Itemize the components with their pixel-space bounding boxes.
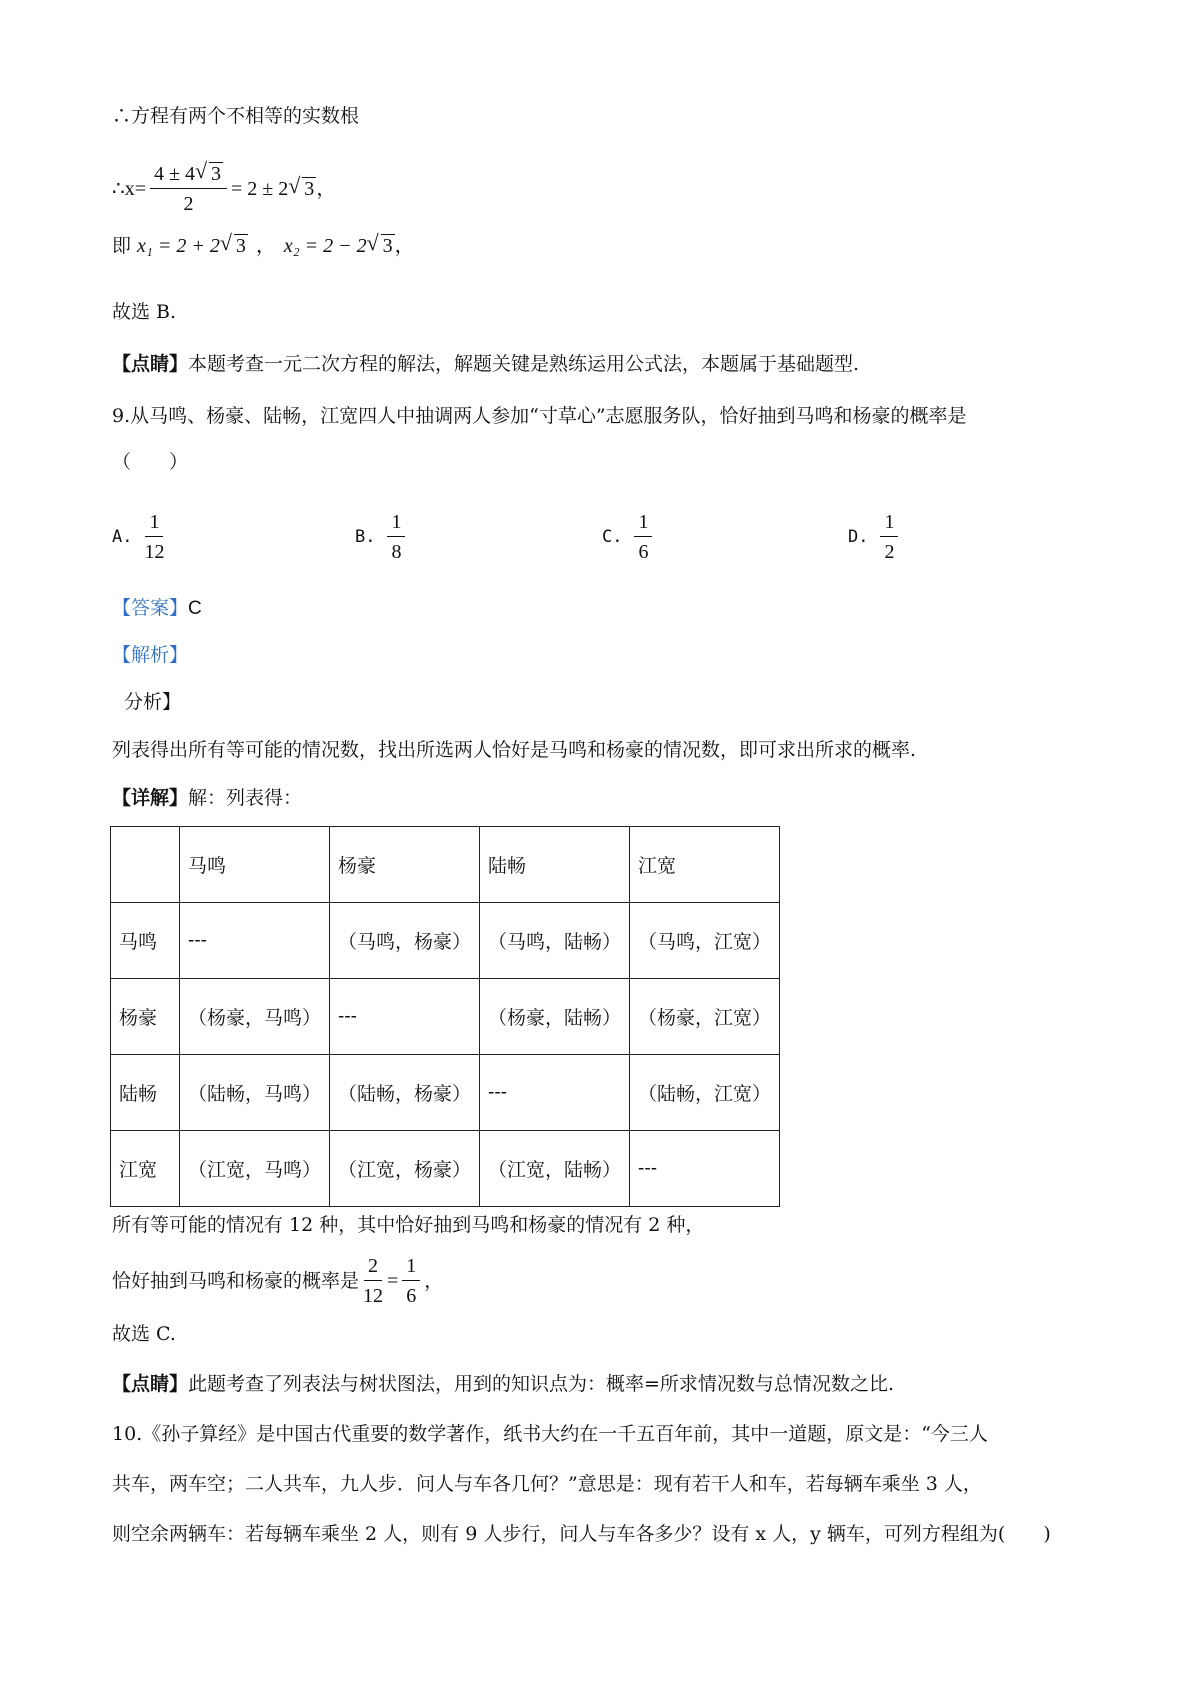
comment-tag: 【点睛】 <box>112 353 189 375</box>
table-cell: （杨豪，马鸣） <box>180 979 330 1055</box>
formula-x-denominator: 2 <box>183 193 194 215</box>
table-header-row <box>111 827 780 903</box>
roots-prefix: 即 <box>112 235 132 257</box>
comment-tag: 【点睛】 <box>112 1373 189 1395</box>
comment-2 <box>112 1372 894 1396</box>
probability-result: $\frac{1}{6}$ <box>402 1254 420 1308</box>
table-row-header: 江宽 <box>111 1131 180 1207</box>
comment-text: 本题考查一元二次方程的解法，解题关键是熟练运用公式法，本题属于基础题型. <box>188 353 860 375</box>
question-10-line2: 共车，两车空；二人共车，九人步．问人与车各几何？”意思是：现有若干人和车，若每辆车乘坐 3 人， <box>112 1473 982 1495</box>
answer-tag: 【答案】 <box>112 597 189 619</box>
option-fraction: $\frac{1}{12}$ <box>144 511 165 563</box>
probability-line <box>112 1254 443 1308</box>
table-cell: （江宽，陆畅） <box>480 1131 630 1207</box>
table-cell: --- <box>180 903 330 979</box>
formula-x-prefix: ∴x= <box>112 178 147 200</box>
sqrt-sign: √ 3 <box>195 158 221 185</box>
option-label: A. <box>112 527 133 547</box>
formula-x <box>112 158 337 216</box>
option-b <box>355 510 409 564</box>
table-row-header: 陆畅 <box>111 1055 180 1131</box>
punctuation: ， <box>316 178 337 200</box>
option-label: B. <box>355 527 376 547</box>
option-fraction: $\frac{1}{8}$ <box>387 510 405 564</box>
table-header-cell: 马鸣 <box>180 827 330 903</box>
option-a <box>112 510 168 564</box>
formula-x-numerator: 4 ± 4 <box>154 163 195 185</box>
table-header-cell: 江宽 <box>630 827 780 903</box>
analysis-tag: 【解析】 <box>112 644 189 666</box>
question-9-line2: （ ） <box>112 451 189 473</box>
table-cell: --- <box>330 979 480 1055</box>
formula-x-fraction <box>150 158 227 216</box>
choose-c: 故选 C. <box>112 1323 176 1345</box>
option-fraction: $\frac{1}{6}$ <box>634 510 652 564</box>
detail-text: 解：列表得： <box>188 787 303 809</box>
table-row <box>111 1131 780 1207</box>
table-cell: （杨豪，江宽） <box>630 979 780 1055</box>
table-cell: --- <box>480 1055 630 1131</box>
text-line-real-roots: ∴方程有两个不相等的实数根 <box>112 105 360 127</box>
table-header-cell <box>111 827 180 903</box>
table-row <box>111 1055 780 1131</box>
table-cell: （江宽，马鸣） <box>180 1131 330 1207</box>
punctuation: ， <box>424 1270 444 1292</box>
question-10-line1: 10.《孙子算经》是中国古代重要的数学著作，纸书大约在一千五百年前，其中一道题，原文是：“今三人 <box>112 1423 988 1445</box>
table-cell: （杨豪，陆畅） <box>480 979 630 1055</box>
root-x2: x₂ = 2 − 2 <box>283 235 367 257</box>
table-cell: --- <box>630 1131 780 1207</box>
table-cell: （陆畅，马鸣） <box>180 1055 330 1131</box>
punctuation: ， <box>255 235 276 257</box>
table-cell: （马鸣，江宽） <box>630 903 780 979</box>
probability-fraction: $\frac{2}{12}$ <box>363 1255 384 1307</box>
formula-roots <box>112 230 415 258</box>
question-9-line1: 9.从马鸣、杨豪、陆畅，江宽四人中抽调两人参加“寸草心”志愿服务队，恰好抽到马鸣和杨豪的概率是 <box>112 405 967 427</box>
comment-text: 此题考查了列表法与树状图法，用到的知识点为：概率=所求情况数与总情况数之比. <box>188 1373 894 1395</box>
sqrt-sign: √ 3 <box>366 230 393 257</box>
sqrt-sign: √ 3 <box>288 173 315 200</box>
table-header-cell: 陆畅 <box>480 827 630 903</box>
count-text: 所有等可能的情况有 12 种，其中恰好抽到马鸣和杨豪的情况有 2 种， <box>112 1214 705 1236</box>
table-row-header: 杨豪 <box>111 979 180 1055</box>
option-c <box>602 510 656 564</box>
formula-x-rhs: = 2 ± 2 <box>231 178 289 200</box>
question-10-line3: 则空余两辆车：若每辆车乘坐 2 人，则有 9 人步行，问人与车各多少？设有 x 人，y 辆车，可列方程组为( ) <box>112 1523 1051 1545</box>
table-cell: （陆畅，杨豪） <box>330 1055 480 1131</box>
answer-value: C <box>188 598 202 619</box>
equals-sign: = <box>387 1270 399 1292</box>
table-header-cell: 杨豪 <box>330 827 480 903</box>
table-row <box>111 903 780 979</box>
option-d <box>848 510 902 564</box>
outcome-table <box>110 826 780 1207</box>
punctuation: ， <box>394 235 415 257</box>
table-row <box>111 979 780 1055</box>
table-row-header: 马鸣 <box>111 903 180 979</box>
answer-line <box>112 596 202 621</box>
table-cell: （江宽，杨豪） <box>330 1131 480 1207</box>
table-cell: （马鸣，陆畅） <box>480 903 630 979</box>
table-cell: （马鸣，杨豪） <box>330 903 480 979</box>
option-fraction: $\frac{1}{2}$ <box>880 510 898 564</box>
option-label: D. <box>848 527 869 547</box>
choose-b: 故选 B. <box>112 301 177 323</box>
table-cell: （陆畅，江宽） <box>630 1055 780 1131</box>
detail-tag: 【详解】 <box>112 787 189 809</box>
analysis-text: 列表得出所有等可能的情况数，找出所选两人恰好是马鸣和杨豪的情况数，即可求出所求的概率. <box>112 739 917 761</box>
sqrt-sign: √ 3 <box>219 230 246 257</box>
detail-line <box>112 786 302 810</box>
root-x1: x₁ = 2 + 2 <box>137 235 220 257</box>
analysis-sub: 分析】 <box>124 691 182 713</box>
probability-prefix: 恰好抽到马鸣和杨豪的概率是 <box>112 1270 360 1292</box>
comment-1 <box>112 352 859 376</box>
option-label: C. <box>602 527 623 547</box>
